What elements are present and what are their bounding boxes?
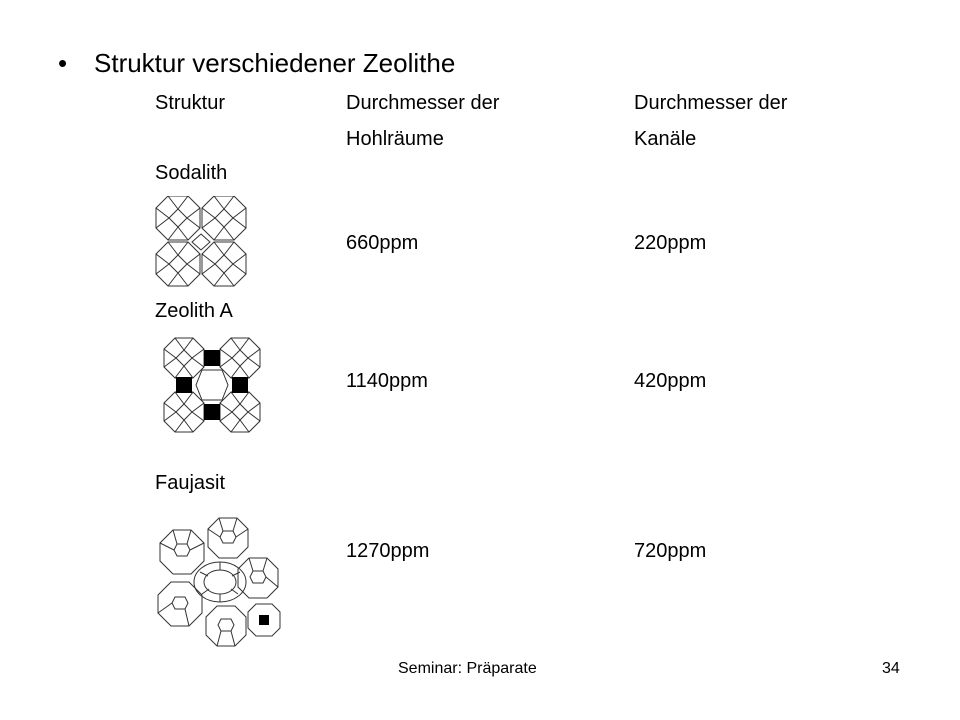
sodalith-structure-image (154, 196, 254, 288)
zeolith-a-cage-bl (164, 392, 204, 432)
faujasit-hohlraum-value: 1270ppm (346, 540, 430, 562)
page-number: 34 (882, 660, 900, 677)
header-kanal-line2: Kanäle (634, 128, 697, 150)
faujasit-cage-6 (248, 604, 280, 636)
zeolith-a-cage-tl (164, 338, 204, 378)
row-name-faujasit: Faujasit (155, 472, 226, 494)
faujasit-kanal-value: 720ppm (634, 540, 707, 562)
faujasit-cage-2 (208, 518, 248, 558)
faujasit-structure-image (152, 516, 288, 650)
faujasit-cage-3 (238, 558, 278, 598)
row-name-sodalith: Sodalith (155, 162, 228, 184)
faujasit-cage-1 (160, 530, 204, 574)
title-bullet: • (58, 48, 68, 78)
header-hohlraum-line2: Hohlräume (346, 128, 444, 150)
sodalith-kanal-value: 220ppm (634, 232, 707, 254)
sodalith-cage-bl (156, 242, 200, 286)
faujasit-cage-5 (206, 606, 246, 646)
zeolith-a-structure-image (160, 334, 264, 436)
zeolith-a-cage-br (220, 392, 260, 432)
sodalith-cage-tr (202, 196, 246, 240)
sodalith-cage-br (202, 242, 246, 286)
header-struktur: Struktur (155, 92, 226, 114)
zeolith-a-cage-tr (220, 338, 260, 378)
sodalith-cage-tl (156, 196, 200, 240)
zeolith-a-kanal-value: 420ppm (634, 370, 707, 392)
zeolith-a-hohlraum-value: 1140ppm (346, 370, 428, 392)
row-name-zeolith-a: Zeolith A (155, 300, 233, 322)
sodalith-hohlraum-value: 660ppm (346, 232, 419, 254)
header-kanal-line1: Durchmesser der (634, 92, 788, 114)
header-hohlraum-line1: Durchmesser der (346, 92, 500, 114)
footer-title: Seminar: Präparate (398, 660, 537, 677)
slide-title: Struktur verschiedener Zeolithe (94, 48, 456, 78)
